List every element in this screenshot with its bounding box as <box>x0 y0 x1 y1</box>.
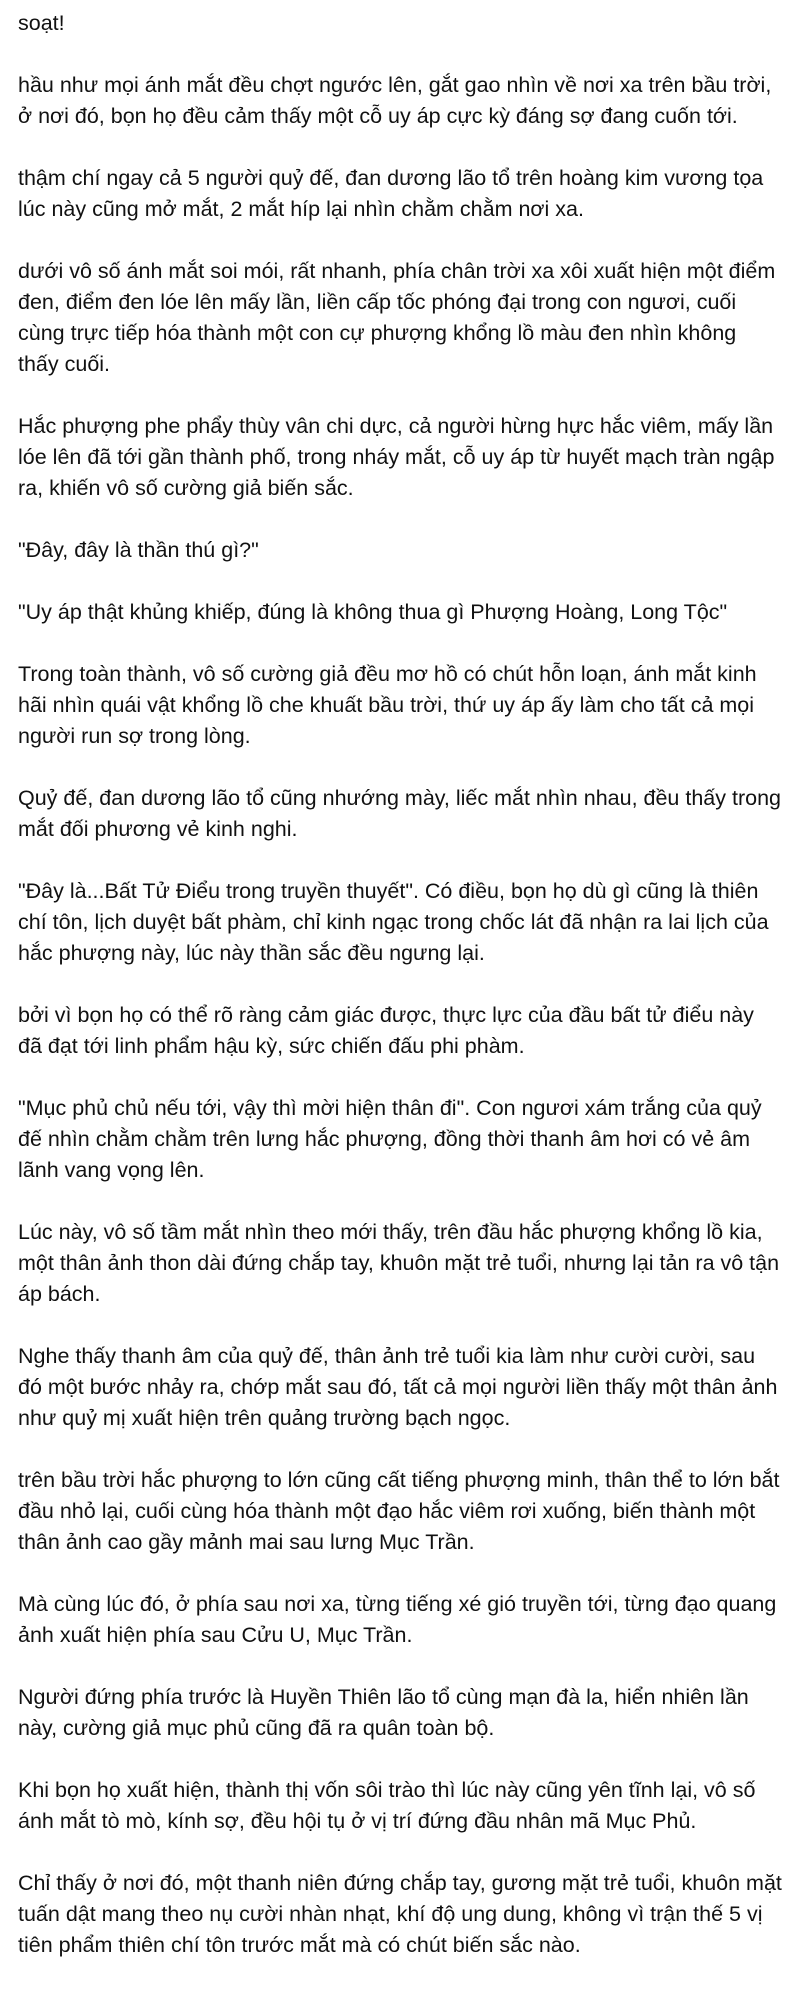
paragraph: Trong toàn thành, vô số cường giả đều mơ hồ có chút hỗn loạn, ánh mắt kinh hãi nhìn quái vật khổng lồ che khuất bầu trời, thứ uy áp ấy làm cho tất cả mọi người run sợ trong lòng. <box>18 662 757 748</box>
paragraph: "Mục phủ chủ nếu tới, vậy thì mời hiện thân đi". Con ngươi xám trắng của quỷ đế nhìn chằm chằm trên lưng hắc phượng, đồng thời thanh âm hơi có vẻ âm lãnh vang vọng lên. <box>18 1096 762 1182</box>
paragraph: Quỷ đế, đan dương lão tổ cũng nhướng mày, liếc mắt nhìn nhau, đều thấy trong mắt đối phương vẻ kinh nghi. <box>18 786 781 841</box>
paragraph: bởi vì bọn họ có thể rõ ràng cảm giác được, thực lực của đầu bất tử điểu này đã đạt tới linh phẩm hậu kỳ, sức chiến đấu phi phàm. <box>18 1003 754 1058</box>
paragraph: soạt! <box>18 11 65 35</box>
paragraph: Khi bọn họ xuất hiện, thành thị vốn sôi trào thì lúc này cũng yên tĩnh lại, vô số ánh mắt tò mò, kính sợ, đều hội tụ ở vị trí đứng đầu nhân mã Mục Phủ. <box>18 1778 756 1833</box>
paragraph: "Đây là...Bất Tử Điểu trong truyền thuyết". Có điều, bọn họ dù gì cũng là thiên chí tôn, lịch duyệt bất phàm, chỉ kinh ngạc trong chốc lát đã nhận ra lai lịch của hắc phượng này, lúc này thần sắc đều ngưng lại. <box>18 879 769 965</box>
paragraph: trên bầu trời hắc phượng to lớn cũng cất tiếng phượng minh, thân thể to lớn bắt đầu nhỏ lại, cuối cùng hóa thành một đạo hắc viêm rơi xuống, biến thành một thân ảnh cao gầy mảnh mai sau lưng Mục Trần. <box>18 1468 780 1554</box>
paragraph: Mà cùng lúc đó, ở phía sau nơi xa, từng tiếng xé gió truyền tới, từng đạo quang ảnh xuất hiện phía sau Cửu U, Mục Trần. <box>18 1592 777 1647</box>
paragraph: thậm chí ngay cả 5 người quỷ đế, đan dương lão tổ trên hoàng kim vương tọa lúc này cũng mở mắt, 2 mắt híp lại nhìn chằm chằm nơi xa. <box>18 166 764 221</box>
paragraph: hầu như mọi ánh mắt đều chợt ngước lên, gắt gao nhìn về nơi xa trên bầu trời, ở nơi đó, bọn họ đều cảm thấy một cỗ uy áp cực kỳ đáng sợ đang cuốn tới. <box>18 73 772 128</box>
paragraph: Chỉ thấy ở nơi đó, một thanh niên đứng chắp tay, gương mặt trẻ tuổi, khuôn mặt tuấn dật mang theo nụ cười nhàn nhạt, khí độ ung dung, không vì trận thế 5 vị tiên phẩm thiên chí tôn trước mắt mà có chút biến sắc nào. <box>18 1871 782 1957</box>
paragraph: dưới vô số ánh mắt soi mói, rất nhanh, phía chân trời xa xôi xuất hiện một điểm đen, điểm đen lóe lên mấy lần, liền cấp tốc phóng đại trong con ngươi, cuối cùng trực tiếp hóa thành một con cự phượng khổng lồ màu đen nhìn không thấy cuối. <box>18 259 776 376</box>
paragraph: Hắc phượng phe phẩy thùy vân chi dực, cả người hừng hực hắc viêm, mấy lần lóe lên đã tới gần thành phố, trong nháy mắt, cỗ uy áp từ huyết mạch tràn ngập ra, khiến vô số cường giả biến sắc. <box>18 414 775 500</box>
paragraph: Lúc này, vô số tầm mắt nhìn theo mới thấy, trên đầu hắc phượng khổng lồ kia, một thân ảnh thon dài đứng chắp tay, khuôn mặt trẻ tuổi, nhưng lại tản ra vô tận áp bách. <box>18 1220 780 1306</box>
paragraph: "Đây, đây là thần thú gì?" <box>18 538 259 562</box>
paragraph: Nghe thấy thanh âm của quỷ đế, thân ảnh trẻ tuổi kia làm như cười cười, sau đó một bước nhảy ra, chớp mắt sau đó, tất cả mọi người liền thấy một thân ảnh như quỷ mị xuất hiện trên quảng trường bạch ngọc. <box>18 1344 778 1430</box>
paragraph: "Uy áp thật khủng khiếp, đúng là không thua gì Phượng Hoàng, Long Tộc" <box>18 600 728 624</box>
paragraph: Người đứng phía trước là Huyền Thiên lão tổ cùng mạn đà la, hiển nhiên lần này, cường giả mục phủ cũng đã ra quân toàn bộ. <box>18 1685 749 1740</box>
